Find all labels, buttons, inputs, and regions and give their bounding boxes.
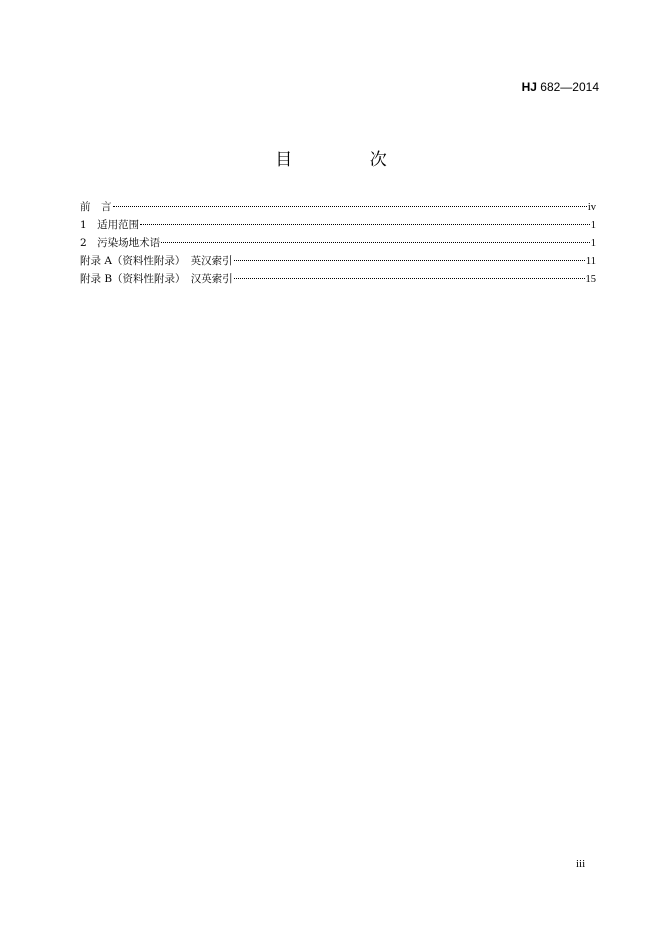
table-of-contents [80,198,596,288]
toc-leader-dots [113,206,587,207]
toc-item-terms[interactable] [80,234,596,252]
toc-item-appendix-b[interactable] [80,270,596,288]
toc-leader-dots [161,242,590,243]
toc-item-page: 1 [590,220,596,231]
toc-item-page: 1 [590,238,596,249]
page-number: iii [576,858,586,870]
toc-item-scope[interactable] [80,216,596,234]
toc-item-label: 附录 B（资料性附录） 汉英索引 [80,273,233,285]
document-code [522,80,599,94]
toc-leader-dots [234,278,585,279]
page-title: 目 次 [275,150,423,170]
toc-item-label: 1 适用范围 [80,219,140,231]
document-code-prefix: HJ [521,80,537,94]
toc-item-page: 15 [585,274,596,285]
toc-item-label: 前 言 [80,201,112,213]
toc-item-label: 2 污染场地术语 [80,237,161,249]
document-code-number: 682—2014 [540,80,599,94]
toc-item-preface[interactable] [80,198,596,216]
toc-item-page: iv [587,202,596,213]
toc-leader-dots [140,224,590,225]
toc-leader-dots [234,260,585,261]
toc-item-appendix-a[interactable] [80,252,596,270]
toc-item-label: 附录 A（资料性附录） 英汉索引 [80,255,233,267]
toc-item-page: 11 [585,256,596,267]
